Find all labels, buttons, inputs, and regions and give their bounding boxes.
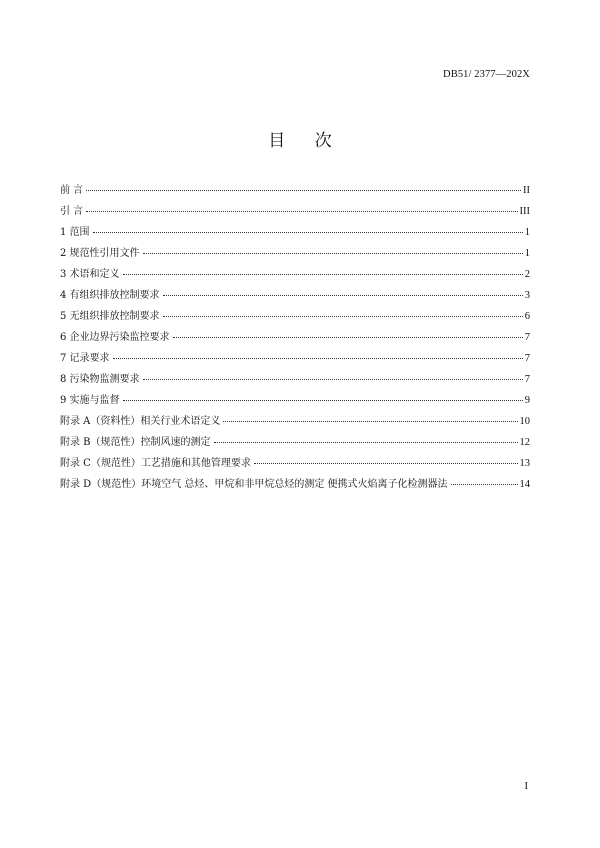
standard-code: DB51/ 2377—202X: [443, 69, 530, 80]
toc-entry-page: 14: [519, 479, 530, 490]
toc-entry-label: 9 实施与监督: [60, 395, 120, 406]
toc-entry-page: 7: [524, 332, 530, 343]
toc-entry-label: 引 言: [60, 206, 84, 217]
toc-entry-page: 10: [519, 416, 530, 427]
toc-entry-appendix-d[interactable]: [60, 474, 530, 495]
toc-entry-page: 3: [524, 290, 530, 301]
toc-entry-appendix-c[interactable]: [60, 453, 530, 474]
toc-entry-page: 9: [524, 395, 530, 406]
dot-leader: [143, 379, 523, 380]
dot-leader: [223, 421, 517, 422]
toc-entry-label: 1 范围: [60, 227, 90, 238]
dot-leader: [163, 295, 523, 296]
toc-entry-boundary-monitoring[interactable]: [60, 327, 530, 348]
page-title: 目 次: [268, 131, 344, 151]
toc-entry-label: 8 污染物监测要求: [60, 374, 140, 385]
dot-leader: [173, 337, 523, 338]
toc-entry-appendix-b[interactable]: [60, 432, 530, 453]
toc-entry-page: 13: [519, 458, 530, 469]
dot-leader: [143, 253, 523, 254]
dot-leader: [123, 400, 523, 401]
toc-entry-label: 5 无组织排放控制要求: [60, 311, 160, 322]
toc-entry-page: II: [523, 185, 530, 196]
toc-entry-page: 7: [524, 353, 530, 364]
dot-leader: [86, 190, 521, 191]
toc-entry-page: 2: [524, 269, 530, 280]
toc-entry-foreword[interactable]: [60, 180, 530, 201]
toc-entry-page: 1: [524, 248, 530, 259]
toc-entry-page: 12: [519, 437, 530, 448]
toc-entry-label: 前 言: [60, 185, 84, 196]
toc-entry-label: 附录 C（规范性）工艺措施和其他管理要求: [60, 458, 251, 469]
dot-leader: [123, 274, 523, 275]
toc-entry-implementation[interactable]: [60, 390, 530, 411]
toc-entry-introduction[interactable]: [60, 201, 530, 222]
toc-entry-label: 3 术语和定义: [60, 269, 120, 280]
toc-entry-label: 7 记录要求: [60, 353, 110, 364]
dot-leader: [214, 442, 518, 443]
table-of-contents: [60, 180, 530, 495]
toc-entry-label: 附录 A（资料性）相关行业术语定义: [60, 416, 221, 427]
toc-entry-normative-references[interactable]: [60, 243, 530, 264]
toc-entry-fugitive-emission[interactable]: [60, 306, 530, 327]
toc-entry-page: 7: [524, 374, 530, 385]
dot-leader: [93, 232, 523, 233]
toc-entry-page: III: [519, 206, 530, 217]
toc-entry-page: 6: [524, 311, 530, 322]
toc-entry-pollutant-monitoring[interactable]: [60, 369, 530, 390]
dot-leader: [254, 463, 518, 464]
toc-entry-appendix-a[interactable]: [60, 411, 530, 432]
toc-entry-record-requirements[interactable]: [60, 348, 530, 369]
toc-entry-terms-definitions[interactable]: [60, 264, 530, 285]
toc-entry-label: 附录 D（规范性）环境空气 总烃、甲烷和非甲烷总烃的测定 便携式火焰离子化检测器法: [60, 479, 448, 490]
toc-entry-label: 2 规范性引用文件: [60, 248, 140, 259]
toc-entry-label: 6 企业边界污染监控要求: [60, 332, 170, 343]
toc-entry-scope[interactable]: [60, 222, 530, 243]
toc-entry-organized-emission[interactable]: [60, 285, 530, 306]
dot-leader: [163, 316, 523, 317]
dot-leader: [86, 211, 517, 212]
dot-leader: [113, 358, 523, 359]
dot-leader: [451, 484, 518, 485]
toc-entry-page: 1: [524, 227, 530, 238]
toc-entry-label: 4 有组织排放控制要求: [60, 290, 160, 301]
page-number: I: [524, 781, 528, 792]
toc-entry-label: 附录 B（规范性）控制风速的测定: [60, 437, 211, 448]
